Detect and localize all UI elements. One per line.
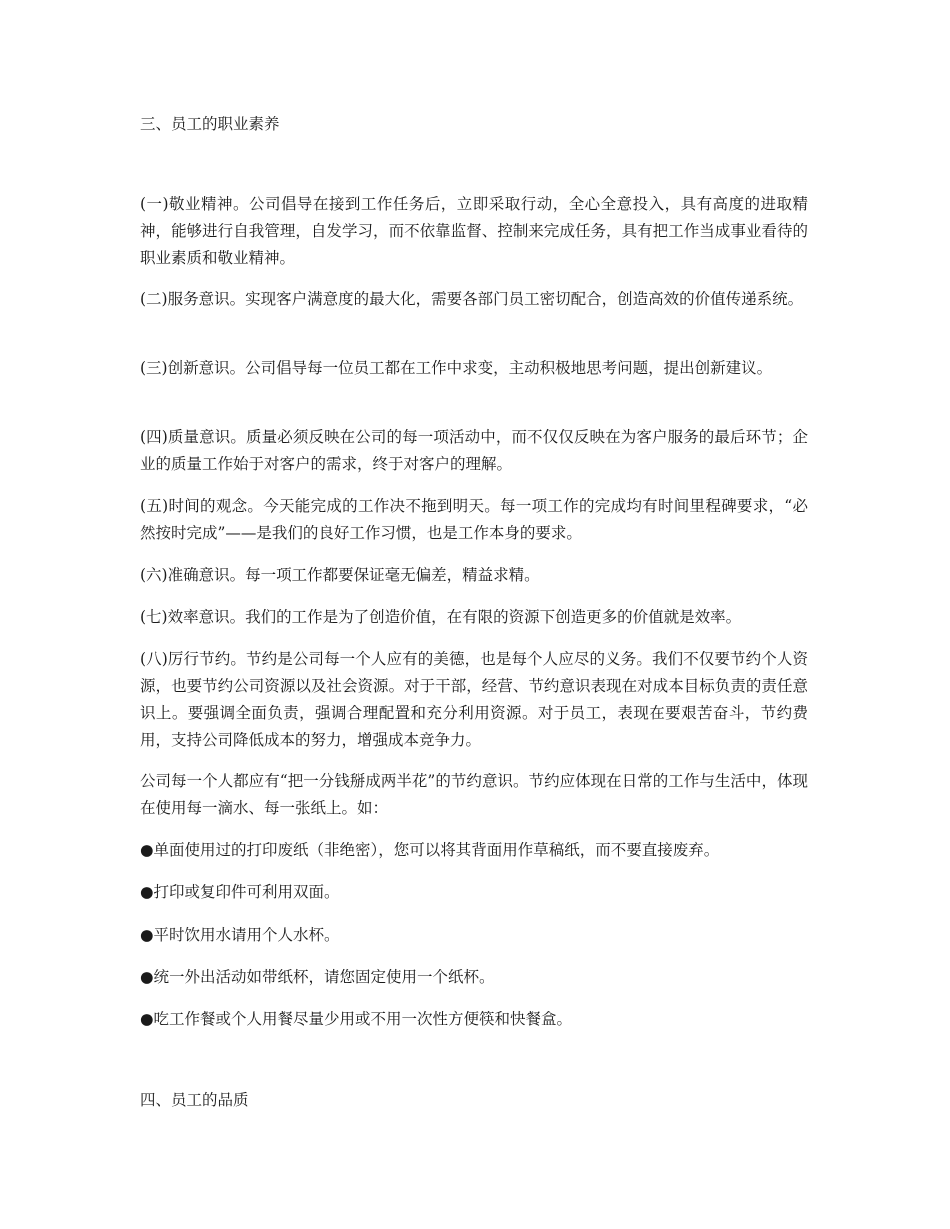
section-heading-professional-quality: 三、员工的职业素养 <box>140 115 280 133</box>
paragraph-efficiency-awareness: (七)效率意识。我们的工作是为了创造价值，在有限的资源下创造更多的价值就是效率。 <box>140 608 742 626</box>
paragraph-quality-awareness: (四)质量意识。质量必须反映在公司的每一项活动中，而不仅仅反映在为客户服务的最后环节；企业的质量工作始于对客户的需求，终于对客户的理解。 <box>140 428 808 473</box>
list-item: ●打印或复印件可利用双面。 <box>140 883 340 901</box>
list-item: ●统一外出活动如带纸杯，请您固定使用一个纸杯。 <box>140 968 495 986</box>
list-item: ●单面使用过的打印废纸（非绝密），您可以将其背面用作草稿纸，而不要直接废弃。 <box>140 841 720 859</box>
paragraph-frugality: (八)厉行节约。节约是公司每一个人应有的美德，也是每个人应尽的义务。我们不仅要节约个人资源，也要节约公司资源以及社会资源。对于干部，经营、节约意识表现在对成本目标负责的责任意识上。要强调全面负责，强调合理配置和充分利用资源。对于员工，表现在要艰苦奋斗，节约费用，支持公司降低成本的努力，增强成本竞争力。 <box>140 650 808 749</box>
list-item: ●吃工作餐或个人用餐尽量少用或不用一次性方便筷和快餐盒。 <box>140 1010 573 1028</box>
paragraph-innovation-awareness: (三)创新意识。公司倡导每一位员工都在工作中求变，主动积极地思考问题，提出创新建议。 <box>140 359 773 377</box>
paragraph-time-concept: (五)时间的观念。今天能完成的工作决不拖到明天。每一项工作的完成均有时间里程碑要求，“必然按时完成”——是我们的良好工作习惯，也是工作本身的要求。 <box>140 497 808 542</box>
paragraph-accuracy-awareness: (六)准确意识。每一项工作都要保证毫无偏差，精益求精。 <box>140 566 540 584</box>
section-heading-employee-character: 四、员工的品质 <box>140 1091 249 1109</box>
paragraph-saving-awareness: 公司每一个人都应有“把一分钱掰成两半花”的节约意识。节约应体现在日常的工作与生活中，体现在使用每一滴水、每一张纸上。如： <box>140 772 808 817</box>
paragraph-dedication: (一)敬业精神。公司倡导在接到工作任务后，立即采取行动，全心全意投入，具有高度的进取精神，能够进行自我管理，自发学习，而不依靠监督、控制来完成任务，具有把工作当成事业看待的职业素质和敬业精神。 <box>140 195 808 267</box>
paragraph-service-awareness: (二)服务意识。实现客户满意度的最大化，需要各部门员工密切配合，创造高效的价值传递系统。 <box>140 290 804 308</box>
list-item: ●平时饮用水请用个人水杯。 <box>140 926 340 944</box>
